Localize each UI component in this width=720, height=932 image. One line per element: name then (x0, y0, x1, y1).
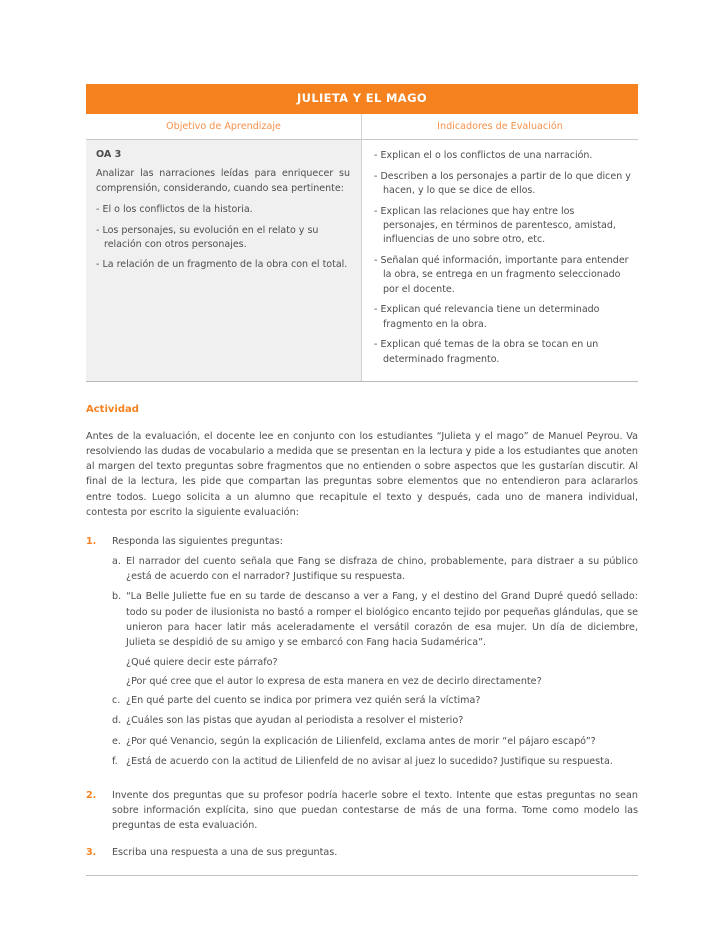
sub-item-marker: b. (112, 591, 122, 603)
sub-item-b-question-2: ¿Por qué cree que el autor lo expresa de esta manera en vez de decirlo directamente? (126, 676, 542, 688)
indicator-bullet: - Explican qué relevancia tiene un determinado fragmento en la obra. (374, 304, 600, 330)
oa-code: OA 3 (96, 149, 122, 161)
oa-intro-text: Analizar las narraciones leídas para enriquecer su comprensión, considerando, cuando sea pertinente: (96, 168, 350, 194)
sub-item-a (112, 554, 638, 584)
sub-item-text: El narrador del cuento señala que Fang se disfraza de chino, probablemente, para distraer a su público ¿está de acuerdo con el narrador? Justifique su respuesta. (126, 556, 638, 583)
item-text: Responda las siguientes preguntas: (112, 535, 283, 547)
indicator-bullet: - Explican qué temas de la obra se tocan en un determinado fragmento. (374, 339, 599, 365)
indicator-bullet: - Explican las relaciones que hay entre los personajes, en términos de parentesco, amistad, influencias de uno sobre otro, etc. (374, 205, 616, 246)
sub-item-d (112, 713, 638, 728)
sub-item-b-question-1: ¿Qué quiere decir este párrafo? (126, 657, 278, 669)
cell-indicadores-evaluacion (362, 140, 638, 381)
item-marker: 1. (86, 535, 97, 547)
table-title-bar: JULIETA Y EL MAGO (86, 84, 638, 114)
table-body (86, 140, 638, 381)
numbered-item-2 (86, 788, 638, 833)
sub-item-marker: f. (112, 755, 118, 767)
sub-item-e (112, 734, 638, 749)
item-text: Invente dos preguntas que su profesor podría hacerle sobre el texto. Intente que estas preguntas no sean sobre información explícita, sino que puedan contestarse de más de una forma. Tome como modelo las preguntas de esta evaluación. (112, 789, 638, 832)
sub-item-b (112, 589, 638, 650)
actividad-heading: Actividad (86, 403, 139, 415)
sub-item-marker: a. (112, 556, 121, 568)
item-marker: 2. (86, 789, 97, 801)
actividad-intro-paragraph: Antes de la evaluación, el docente lee en conjunto con los estudiantes “Julieta y el mago” de Manuel Peyrou. Va resolviendo las dudas de vocabulario a medida que se presentan en la lectura y pide a los estudiantes que anoten al margen del texto preguntas sobre fragmentos que no entienden o sobre aspectos que les gustarían discutir. Al final de la lectura, les pide que compartan las preguntas sobre elementos que no entendieron para aclararlos entre todos. Luego solicita a un alumno que recapitule el texto y después, cada uno de manera individual, contesta por escrito la siguiente evaluación: (86, 430, 638, 518)
indicator-bullet: - Describen a los personajes a partir de lo que dicen y hacen, y lo que se dice de ellos. (374, 170, 631, 197)
column-header-indicadores: Indicadores de Evaluación (437, 120, 563, 132)
sub-item-text: ¿Por qué Venancio, según la explicación de Lilienfeld, exclama antes de morir “el pájaro escapó”? (126, 735, 596, 747)
sub-item-text: ¿En qué parte del cuento se indica por primera vez quién será la víctima? (126, 695, 481, 707)
table-column-headers (86, 114, 638, 141)
sub-item-text: ¿Está de acuerdo con la actitud de Lilienfeld de no avisar al juez lo sucedido? Justifique su respuesta. (126, 755, 613, 767)
oa-bullet: - La relación de un fragmento de la obra con el total. (96, 259, 348, 271)
sub-item-marker: c. (112, 695, 121, 707)
sub-question-list (112, 554, 638, 769)
sub-item-c (112, 693, 638, 708)
item-marker: 3. (86, 847, 97, 859)
numbered-item-1 (86, 534, 638, 774)
learning-objective-table (86, 84, 638, 382)
sub-item-text: ¿Cuáles son las pistas que ayudan al periodista a resolver el misterio? (126, 715, 464, 727)
column-header-objetivo: Objetivo de Aprendizaje (86, 114, 362, 140)
sub-item-marker: d. (112, 715, 122, 727)
item-body (112, 534, 638, 774)
indicator-bullet: - Explican el o los conflictos de una narración. (374, 150, 593, 162)
sub-item-f (112, 754, 638, 769)
sub-item-marker: e. (112, 735, 121, 747)
cell-objetivo-aprendizaje (86, 140, 362, 381)
oa-bullet: - Los personajes, su evolución en el relato y su relación con otros personajes. (96, 224, 319, 250)
numbered-item-3 (86, 845, 638, 860)
sub-item-text: “La Belle Juliette fue en su tarde de descanso a ver a Fang, y el destino del Grand Dupré quedó sellado: todo su poder de ilusionista no bastó a romper el biológico encanto tejido por pequeñas glándulas, que se unieron para hacer latir más aceleradamente el versátil corazón de esa mujer. Un día de diciembre, Julieta se despidió de su amigo y se embarcó con Fang hacia Sudamérica”. (126, 591, 638, 648)
page-content (86, 84, 638, 876)
oa-bullet: - El o los conflictos de la historia. (96, 204, 253, 216)
indicator-bullet: - Señalan qué información, importante para entender la obra, se entrega en un fragmento seleccionado por el docente. (374, 254, 629, 295)
bottom-divider (86, 875, 638, 876)
item-text: Escriba una respuesta a una de sus preguntas. (112, 847, 338, 859)
